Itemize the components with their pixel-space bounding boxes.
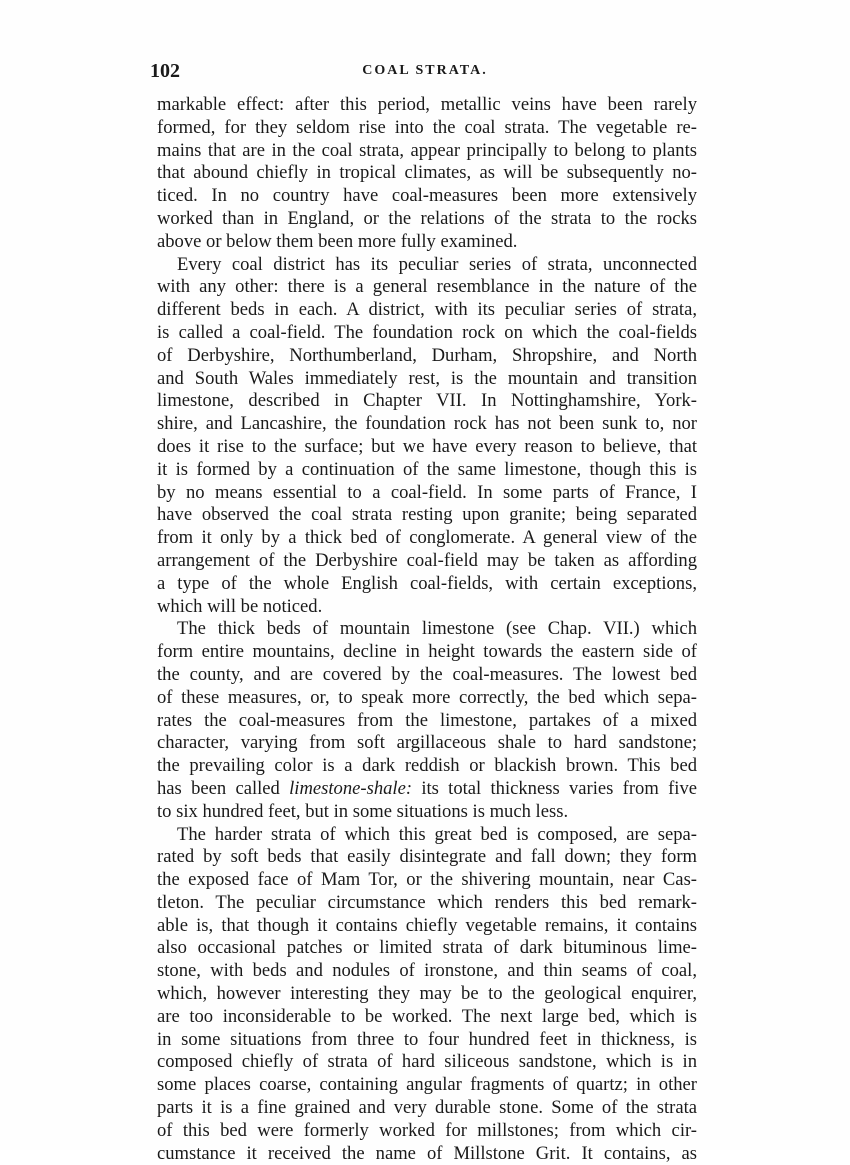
text-line: rated by soft beds that easily disintegrate and fall down; they form xyxy=(157,846,697,868)
text-line: markable effect: after this period, metallic veins have been rarely xyxy=(157,94,697,115)
text-line: the prevailing color is a dark reddish or blackish brown. This bed xyxy=(157,755,697,777)
text-line: in some situations from three to four hundred feet in thickness, is xyxy=(157,1028,697,1050)
text-line: able is, that though it contains chiefly vegetable remains, it contains xyxy=(157,914,697,936)
italic-term: limestone-shale: xyxy=(289,777,413,799)
text-line: which will be noticed. xyxy=(157,595,323,617)
text-line: tleton. The peculiar circumstance which renders this bed remark- xyxy=(157,891,697,913)
text-line: is called a coal-field. The foundation rock on which the coal-fields xyxy=(157,321,697,343)
text-line: to six hundred feet, but in some situations is much less. xyxy=(157,800,569,822)
running-title: COAL STRATA. xyxy=(362,63,488,78)
text-segment: its total thickness varies from five xyxy=(412,777,697,799)
body-text xyxy=(157,94,697,1165)
running-head xyxy=(150,60,700,86)
text-line: by no means essential to a coal-field. In some parts of France, I xyxy=(157,481,697,503)
text-line: some places coarse, containing angular fragments of quartz; in other xyxy=(157,1074,697,1096)
text-line: of Derbyshire, Northumberland, Durham, Shropshire, and North xyxy=(157,344,697,366)
text-line: the county, and are covered by the coal-measures. The lowest bed xyxy=(157,663,697,685)
text-line: mains that are in the coal strata, appear principally to belong to plants xyxy=(157,139,697,161)
text-line: ticed. In no country have coal-measures been more extensively xyxy=(157,185,697,207)
text-line: composed chiefly of strata of hard siliceous sandstone, which is in xyxy=(157,1051,697,1073)
text-line: limestone, described in Chapter VII. In Nottinghamshire, York- xyxy=(157,390,697,412)
text-line xyxy=(157,778,697,801)
text-line: stone, with beds and nodules of ironstone, and thin seams of coal, xyxy=(157,960,697,982)
text-line: worked than in England, or the relations of the strata to the rocks xyxy=(157,207,697,229)
text-line: have observed the coal strata resting upon granite; being separated xyxy=(157,504,697,526)
text-segment: has been called xyxy=(157,777,290,799)
text-line: which, however interesting they may be to the geological enquirer, xyxy=(157,983,697,1005)
text-line: arrangement of the Derbyshire coal-field may be taken as affording xyxy=(157,549,697,571)
text-line: character, varying from soft argillaceous shale to hard sandstone; xyxy=(157,732,697,754)
text-line: that abound chiefly in tropical climates, as will be subsequently no- xyxy=(157,162,697,184)
text-line: The harder strata of which this great bed is composed, are sepa- xyxy=(177,823,697,845)
text-line: a type of the whole English coal-fields, with certain exceptions, xyxy=(157,572,697,594)
text-line: are too inconsiderable to be worked. The next large bed, which is xyxy=(157,1005,697,1027)
text-line: above or below them been more fully examined. xyxy=(157,230,518,252)
text-line: shire, and Lancashire, the foundation rock has not been sunk to, nor xyxy=(157,413,697,435)
text-line: The thick beds of mountain limestone (see Chap. VII.) which xyxy=(177,618,697,640)
text-line: with any other: there is a general resemblance in the nature of the xyxy=(157,276,697,298)
text-line: from it only by a thick bed of conglomerate. A general view of the xyxy=(157,527,697,549)
text-line: cumstance it received the name of Millstone Grit. It contains, as xyxy=(157,1142,697,1164)
text-line: Every coal district has its peculiar series of strata, unconnected xyxy=(177,253,697,275)
text-line: form entire mountains, decline in height towards the eastern side of xyxy=(157,641,697,663)
page-number: 102 xyxy=(150,60,180,82)
text-line: of this bed were formerly worked for millstones; from which cir- xyxy=(157,1119,697,1141)
text-line: does it rise to the surface; but we have every reason to believe, that xyxy=(157,435,697,457)
text-line: of these measures, or, to speak more correctly, the bed which sepa- xyxy=(157,686,697,708)
text-line: parts it is a fine grained and very durable stone. Some of the strata xyxy=(157,1097,697,1119)
text-line: different beds in each. A district, with its peculiar series of strata, xyxy=(157,299,697,321)
text-line: rates the coal-measures from the limestone, partakes of a mixed xyxy=(157,709,697,731)
text-line: also occasional patches or limited strata of dark bituminous lime- xyxy=(157,937,697,959)
text-line: it is formed by a continuation of the same limestone, though this is xyxy=(157,458,697,480)
text-line: and South Wales immediately rest, is the mountain and transition xyxy=(157,367,697,389)
text-line: the exposed face of Mam Tor, or the shivering mountain, near Cas- xyxy=(157,869,697,891)
text-line: formed, for they seldom rise into the coal strata. The vegetable re- xyxy=(157,116,697,138)
